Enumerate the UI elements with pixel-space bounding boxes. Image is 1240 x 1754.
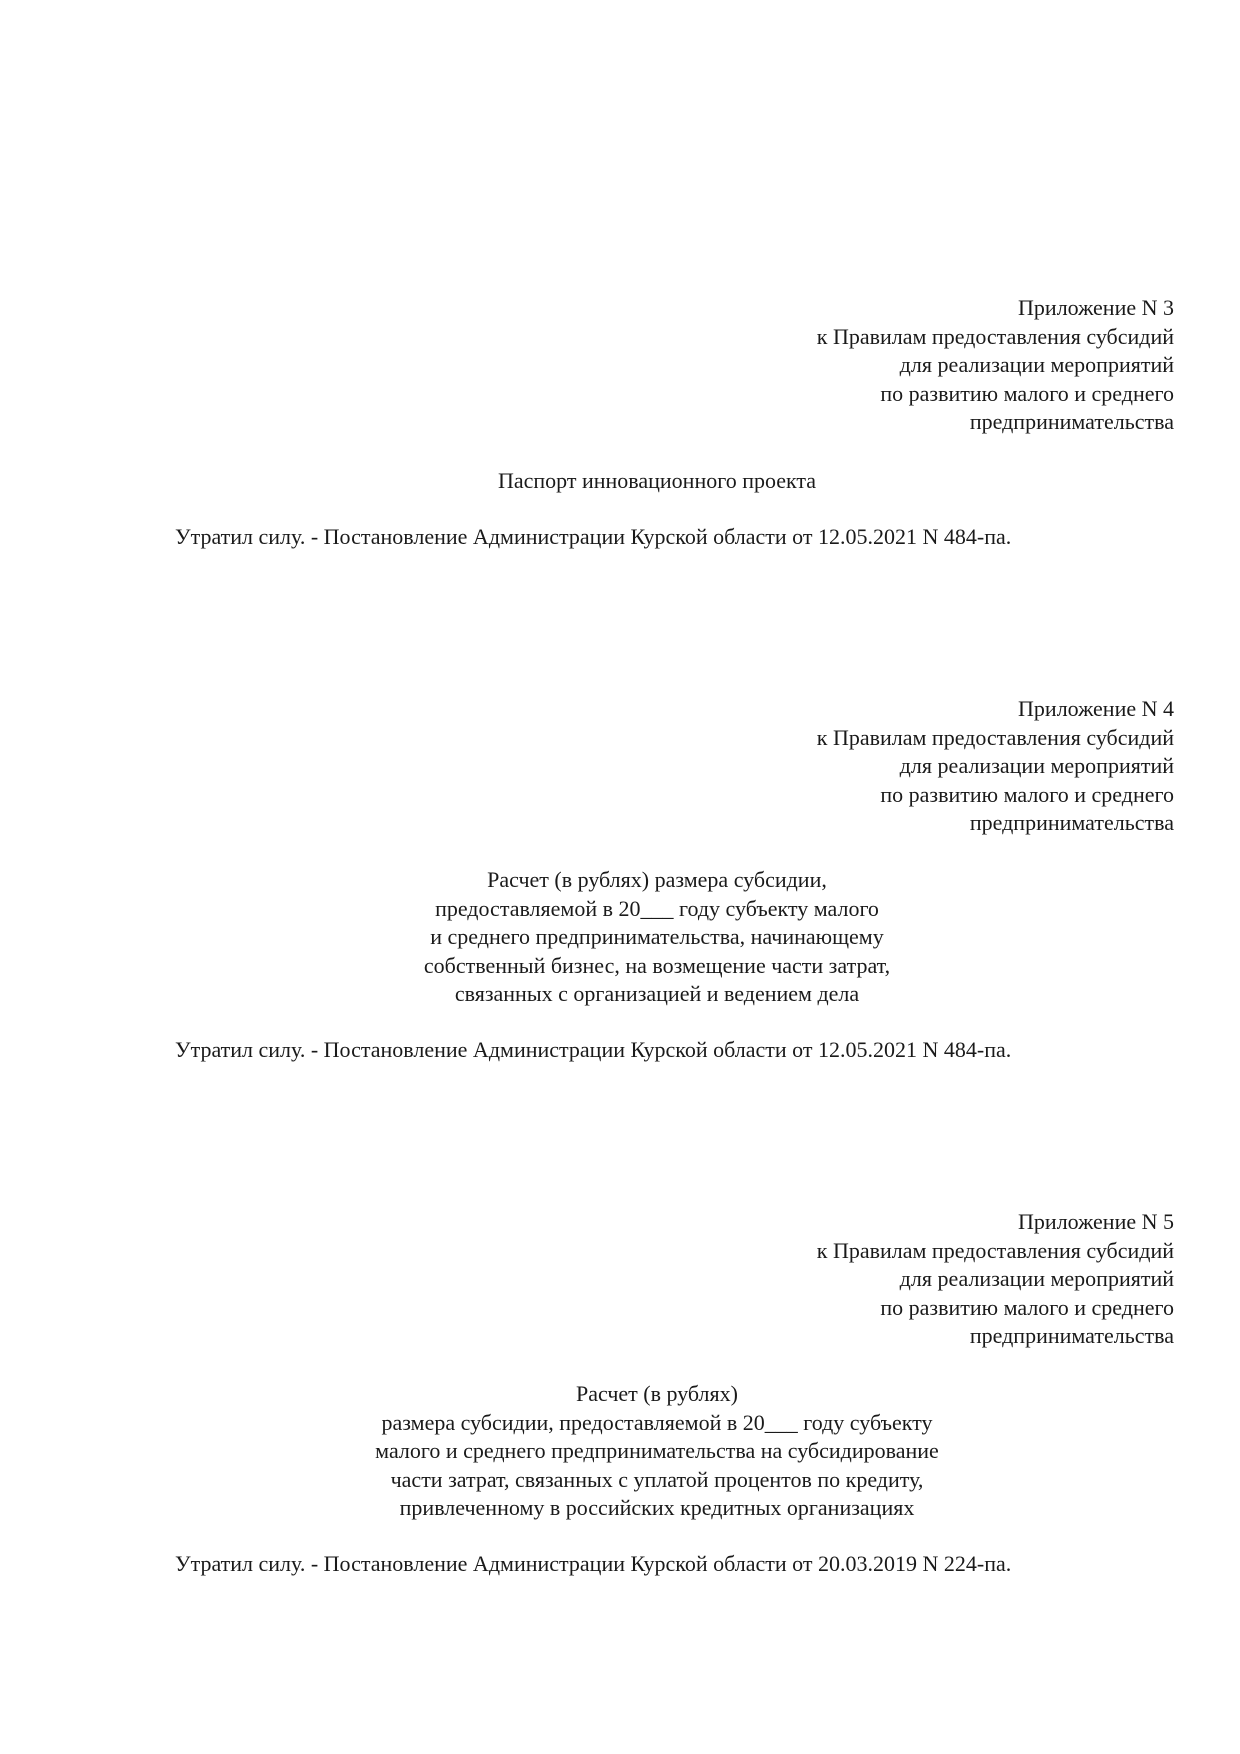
appendix-5-header: [614, 1208, 1174, 1351]
appendix-4-header: [614, 695, 1174, 838]
appendix-3-repeal-note: Утратил силу. - Постановление Администрации Курской области от 12.05.2021 N 484-па.: [175, 524, 1012, 549]
appendix-number: Приложение N 4: [1018, 696, 1174, 721]
appendix-header-line: предпринимательства: [969, 1323, 1174, 1348]
title-line: и среднего предпринимательства, начинающему: [430, 924, 884, 949]
appendix-3-title: [0, 467, 1240, 496]
appendix-header-line: для реализации мероприятий: [899, 753, 1174, 778]
title-line: Расчет (в рублях): [576, 1381, 738, 1406]
appendix-header-line: по развитию малого и среднего: [880, 380, 1174, 406]
appendix-header-line: по развитию малого и среднего: [880, 781, 1174, 807]
appendix-5-repeal-note: Утратил силу. - Постановление Администрации Курской области от 20.03.2019 N 224-па.: [175, 1551, 1012, 1576]
appendix-header-line: предпринимательства: [969, 810, 1174, 835]
title-line: части затрат, связанных с уплатой процентов по кредиту,: [390, 1466, 924, 1492]
appendix-header-line: для реализации мероприятий: [899, 1266, 1174, 1291]
appendix-number: Приложение N 5: [1018, 1209, 1174, 1234]
appendix-header-line: к Правилам предоставления субсидий: [816, 1237, 1174, 1263]
appendix-number: Приложение N 3: [1018, 295, 1174, 320]
appendix-3-header: [614, 294, 1174, 437]
title-line: Расчет (в рублях) размера субсидии,: [487, 867, 827, 892]
appendix-5-title: [0, 1380, 1240, 1523]
title-line: привлеченному в российских кредитных организациях: [399, 1495, 915, 1520]
appendix-header-line: для реализации мероприятий: [899, 352, 1174, 377]
appendix-header-line: по развитию малого и среднего: [880, 1294, 1174, 1320]
title-line: Паспорт инновационного проекта: [497, 468, 817, 493]
appendix-4-title: [0, 866, 1240, 1009]
title-line: малого и среднего предпринимательства на субсидирование: [375, 1438, 939, 1463]
appendix-4-repeal-note: Утратил силу. - Постановление Администрации Курской области от 12.05.2021 N 484-па.: [175, 1037, 1012, 1062]
title-line: связанных с организацией и ведением дела: [454, 981, 860, 1006]
title-line: собственный бизнес, на возмещение части затрат,: [423, 952, 891, 978]
title-line: предоставляемой в 20___ году субъекту малого: [435, 895, 879, 921]
title-line: размера субсидии, предоставляемой в 20___ году субъекту: [381, 1409, 933, 1435]
appendix-header-line: к Правилам предоставления субсидий: [816, 724, 1174, 750]
appendix-header-line: предпринимательства: [969, 409, 1174, 434]
appendix-header-line: к Правилам предоставления субсидий: [816, 323, 1174, 349]
